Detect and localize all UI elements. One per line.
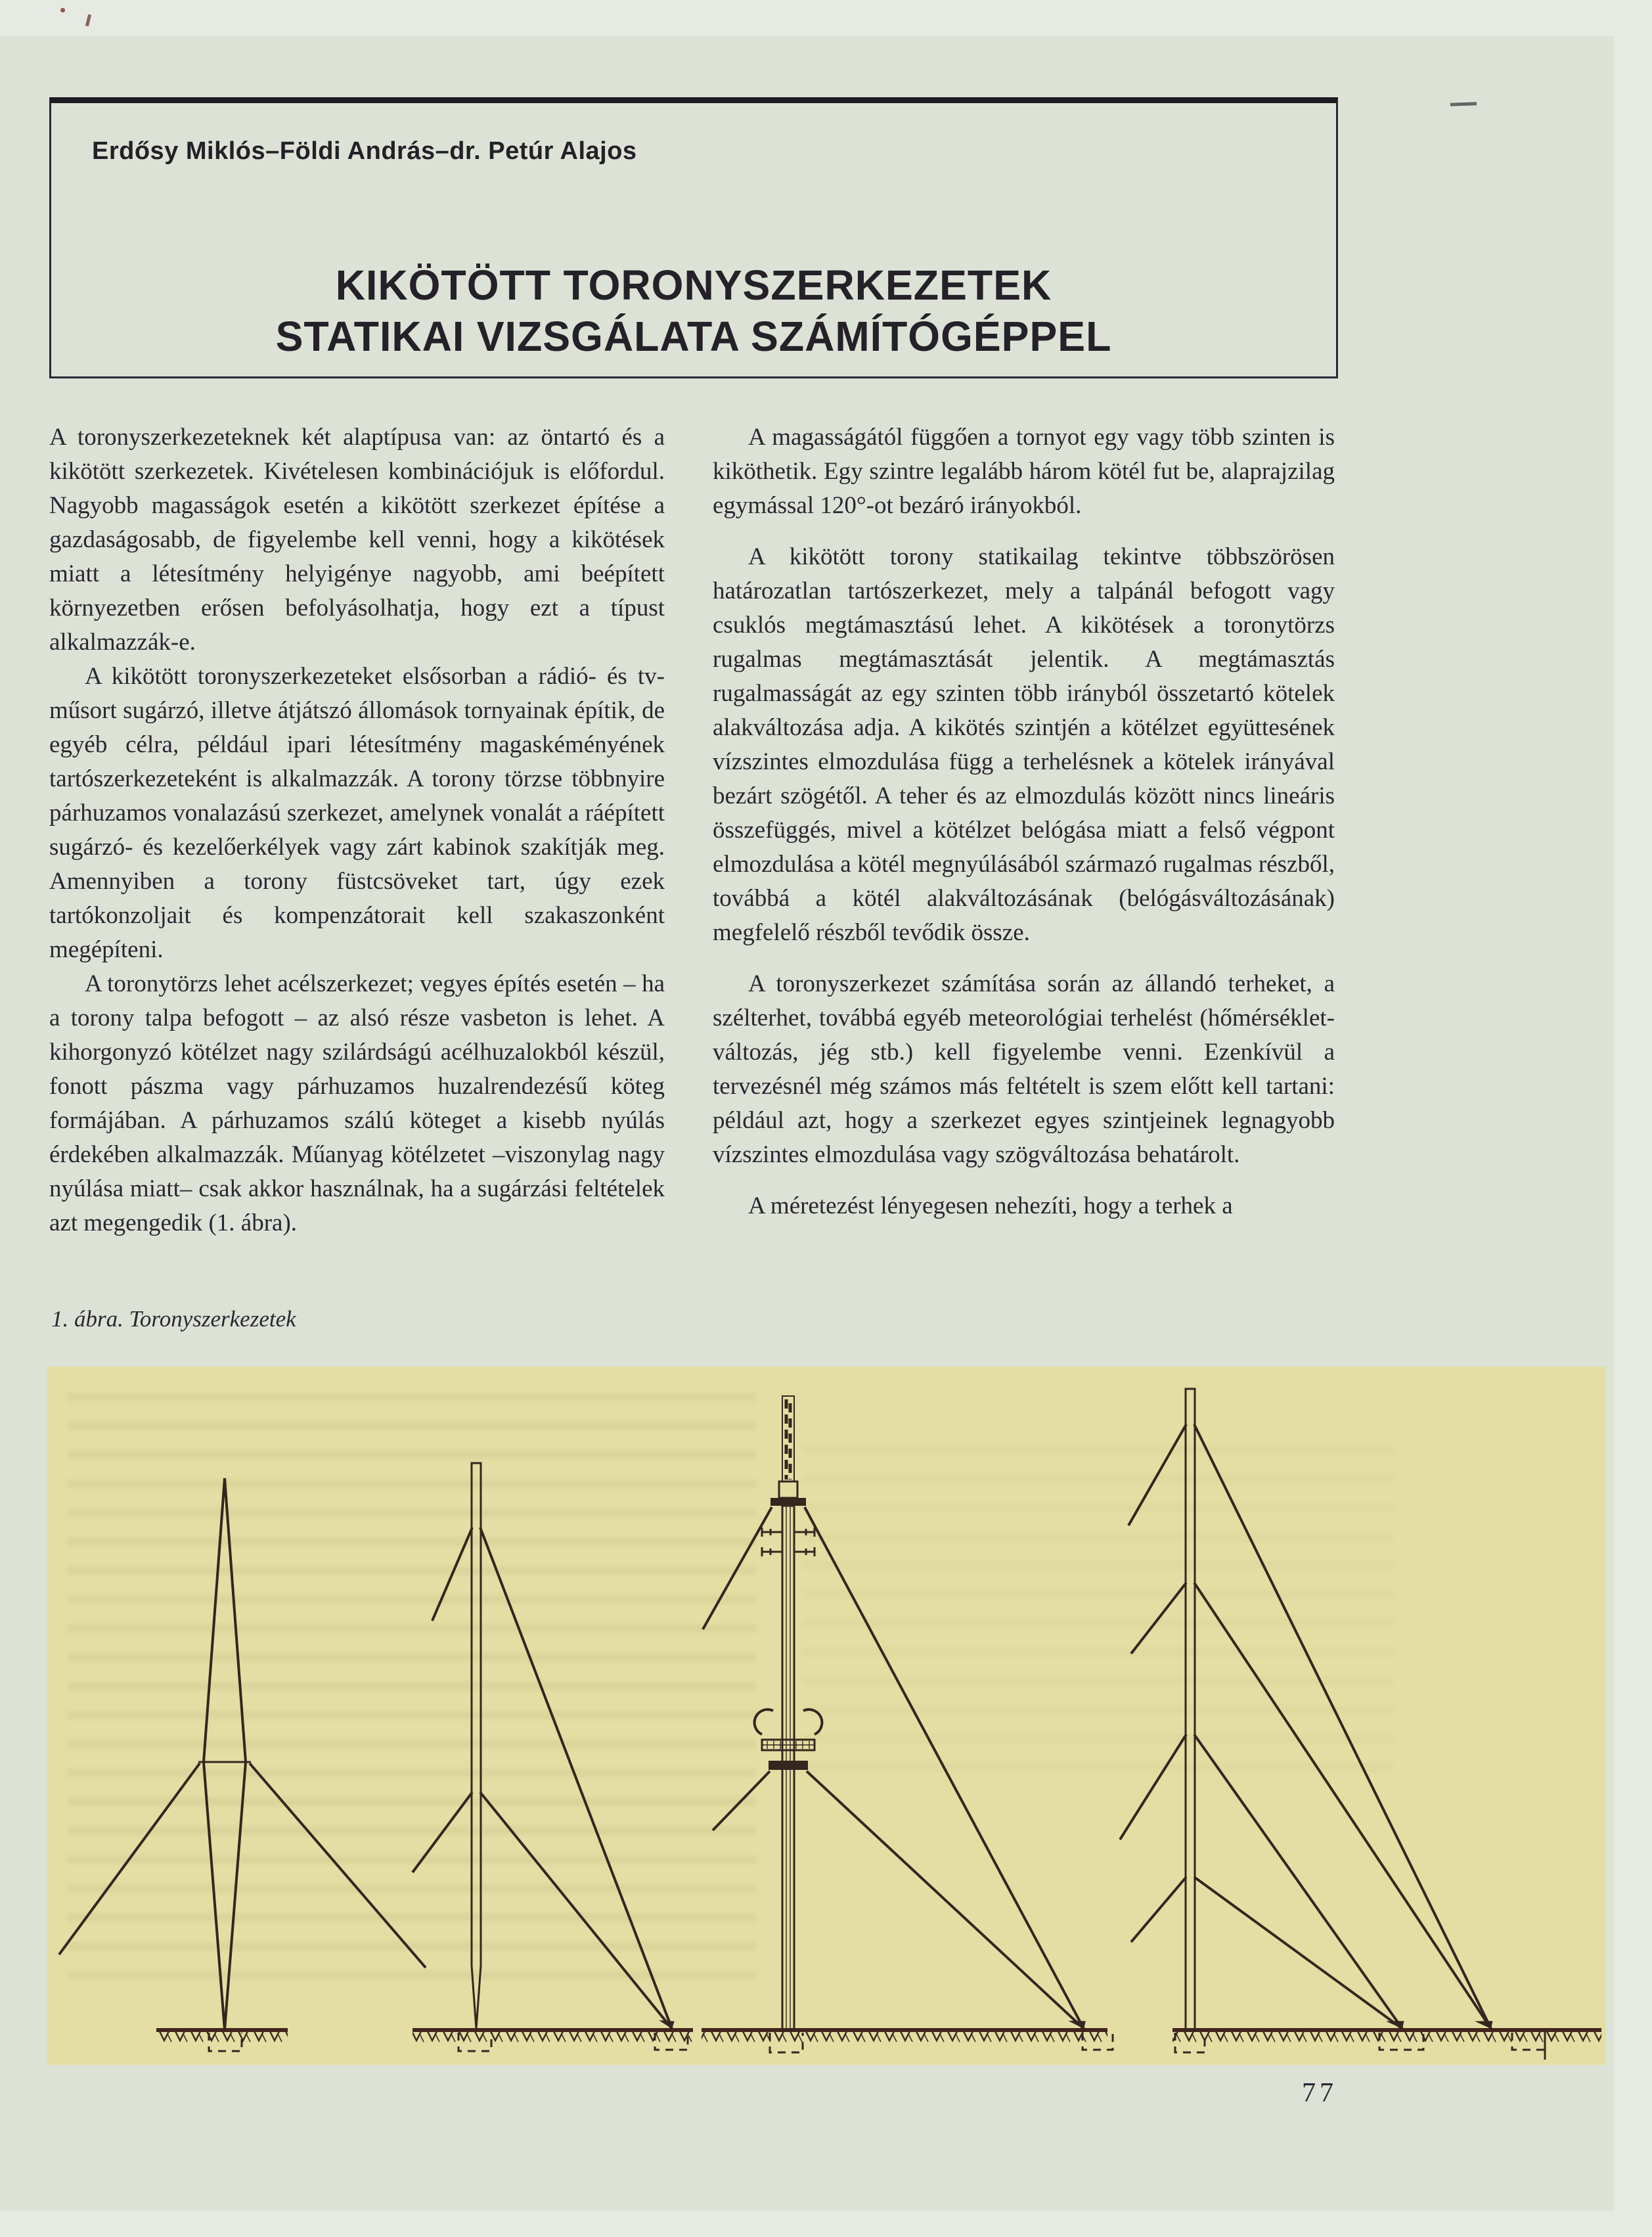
compensator-hook [755, 1709, 773, 1734]
paragraph: A toronytörzs lehet acélszerkezet; vegyes építés esetén – ha a torony talpa befogott – az alsó része vasbeton is lehet. A kihorgonyzó kötélzet nagy szilárdságú acélhuzalokból készül, fonott pászma vagy párhuzamos huzalrendezésű köteg formájában. A párhuzamos szálú köteget a kisebb nyúlás érdekében alkalmazzák. Műanyag kötélzetet –viszonylag nagy nyúlása miatt– csak akkor használnak, ha a sugárzási feltételek azt megengedik (1. ábra). [49, 970, 665, 1236]
soil-hatching [156, 2032, 288, 2048]
title-line-2: STATIKAI VIZSGÁLATA SZÁMÍTÓGÉPPEL [275, 313, 1112, 360]
page-number: 77 [1302, 2078, 1337, 2108]
paragraph: A kikötött torony statikailag tekintve többszörösen határozatlan tartószerkezet, mely a talpánál befogott vagy csuklós megtámasztású lehet. A kikötések a toronytörzs rugalmas megtámasztását jelentik. A megtámasztás rugalmasságát az egy szinten több irányból összetartó kötelek alakváltozása adja. A kikötés szintjén a kötélzet együttesének vízszintes elmozdulása függ a terhelésnek a kötelek irányával bezárt szögétől. A teher és az elmozdulás között nincs lineáris összefüggés, mivel a kötélzet belógása miatt a felső végpont elmozdulása a kötél megnyúlásából származó rugalmas részből, továbbá a kötél alakváltozásának (belógásváltozásának) megfelelő részből tevődik össze. [713, 543, 1335, 946]
guy-wire [703, 1507, 772, 1629]
compensator-hook [803, 1709, 822, 1734]
slab-flange [762, 1740, 815, 1750]
scan-edge-right [1614, 0, 1652, 2237]
tower-structures-drawing [47, 1367, 1606, 2065]
paragraph: A méretezést lényegesen nehezíti, hogy a terhek a [748, 1192, 1233, 1219]
figure-caption: 1. ábra. Toronyszerkezetek [51, 1306, 296, 1332]
guy-wire [432, 1527, 472, 1621]
spindle-outline [204, 1478, 246, 2030]
guy-wire [59, 1763, 200, 1955]
guy-wire [1194, 1877, 1402, 2029]
article-title [64, 260, 1324, 362]
guy-wire [1194, 1424, 1491, 2029]
mast-1-spindle [59, 1478, 426, 2030]
guy-wire [1194, 1734, 1402, 2029]
soil-hatching [702, 2032, 1107, 2048]
authors-line: Erdősy Miklós–Földi András–dr. Petúr Alajos [92, 137, 637, 165]
right-text-column [713, 420, 1335, 1240]
guy-wire [1194, 1583, 1491, 2029]
scan-edge-bottom [0, 2211, 1652, 2237]
guy-wire [480, 1792, 672, 2029]
guy-wire [480, 1527, 672, 2029]
antenna-collar [779, 1481, 797, 1498]
mast-shaft [1186, 1389, 1195, 2030]
paragraph: A kikötött toronyszerkezeteket elsősorban a rádió- és tv-műsort sugárzó, illetve átjátszó állomások tornyainak építik, de egyéb célra, például ipari létesítmény magaskéményének tartószerkezeteként is alkalmazzák. A torony törzse többnyire párhuzamos vonalazású szerkezet, amelynek vonalát a ráépített sugárzó- és kezelőerkélyek vagy zárt kabinok szakítják meg. Amennyiben a torony füstcsöveket tart, úgy ezek tartókonzoljait és kompenzátorait kell szakaszonként megépíteni. [49, 663, 665, 963]
ground-line [156, 2030, 1601, 2048]
guy-wire [807, 1771, 1084, 2029]
paragraph: A toronyszerkezeteknek két alaptípusa van: az öntartó és a kikötött szerkezetek. Kivételesen kombinációjuk is előfordul. Nagyobb magasságok esetén a kikötött szerkezet építése a gazdaságosabb, de figyelembe kell venni, hogy a kikötések miatt a létesítmény helyigénye nagyobb, ami beépített környezetben erősen befolyásolhatja, hogy ezt a típust alkalmazzák-e. [49, 424, 665, 656]
paragraph: A magasságától függően a tornyot egy vagy több szinten is kiköthetik. Egy szintre legalább három kötél fut be, alaprajzilag egymással 120°-ot bezáró irányokból. [713, 424, 1335, 519]
anchor-foot [1067, 2017, 1086, 2029]
soil-hatching [413, 2032, 693, 2048]
mast-2-straight [413, 1463, 675, 2029]
guy-wire [1131, 1583, 1186, 1654]
guy-wire [805, 1507, 1084, 2029]
left-text-column [49, 420, 665, 1240]
scan-edge-top [0, 0, 1652, 36]
figure-1-panel [47, 1367, 1606, 2065]
guy-wire [1131, 1877, 1186, 1942]
guy-wire [413, 1792, 472, 1872]
flange [770, 1498, 806, 1506]
ink-speck [60, 8, 65, 12]
title-line-1: KIKÖTÖTT TORONYSZERKEZETEK [335, 261, 1052, 309]
antenna-outline [782, 1396, 794, 1481]
soil-hatching [1172, 2032, 1601, 2048]
stray-mark [1450, 102, 1477, 106]
anchor-foot [658, 2016, 675, 2029]
guy-wire [713, 1771, 770, 1830]
mast-3-antenna-mast [703, 1396, 1086, 2030]
guy-wire [250, 1763, 426, 1968]
paragraph: A toronyszerkezet számítása során az állandó terheket, a szélterhet, továbbá egyéb meteorológiai terhelést (hőmérséklet-változás, jég stb.) kell figyelembe venni. Ezenkívül a tervezésnél még számos más feltételt is szem előtt kell tartani: például azt, hogy a szerkezet egyes szintjeinek legnagyobb vízszintes elmozdulása vagy szögváltozása behatárolt. [713, 970, 1335, 1168]
mast-4-tall-mast [1120, 1389, 1492, 2030]
title-box [49, 97, 1338, 378]
guy-wire [1128, 1424, 1186, 1525]
antenna-brackets [762, 1527, 815, 1556]
mast-shaft [472, 1463, 481, 2029]
guy-wire [1120, 1734, 1186, 1840]
flange [769, 1761, 808, 1770]
